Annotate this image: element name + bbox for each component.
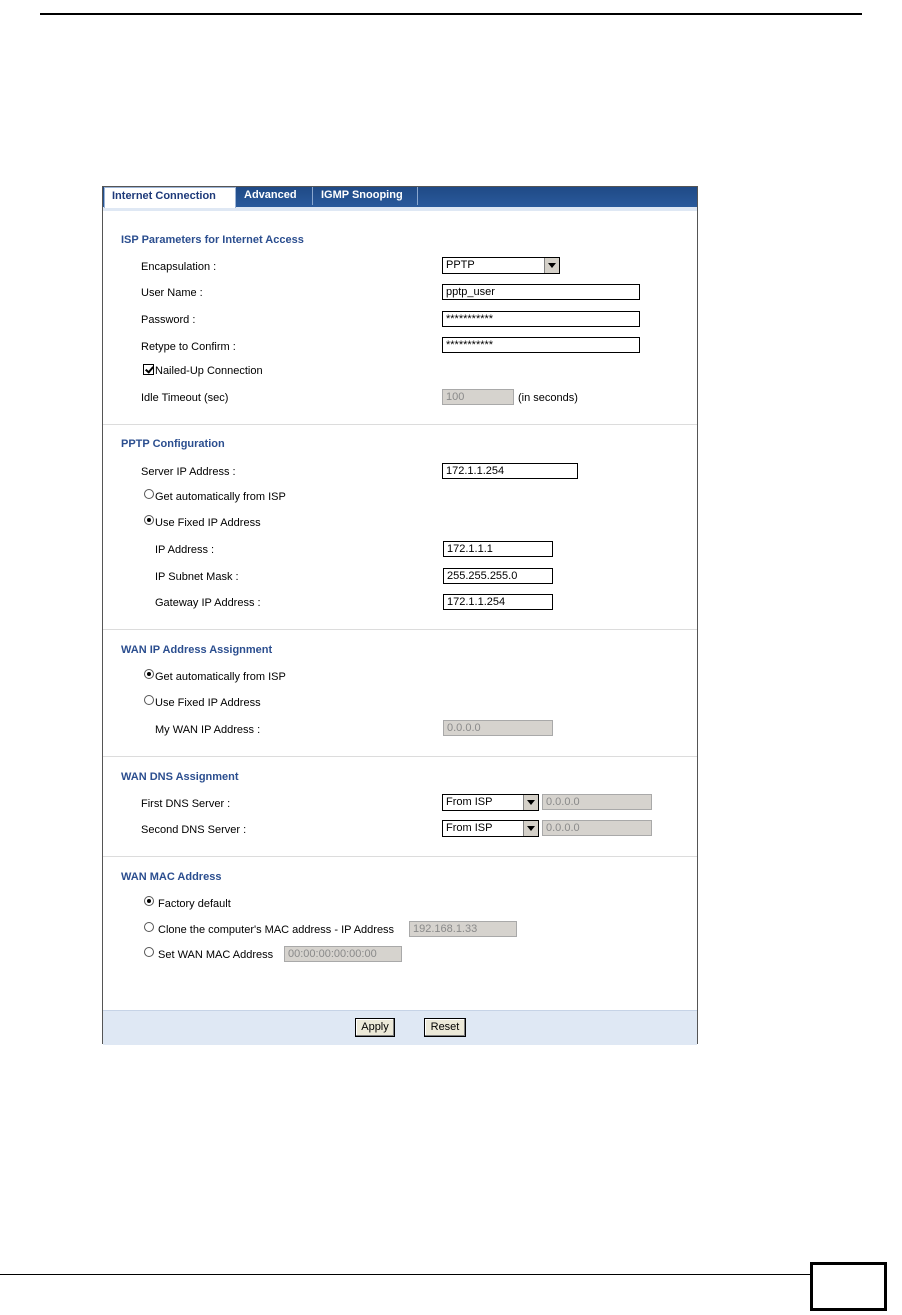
tab-advanced[interactable]: Advanced: [237, 187, 313, 205]
username-input[interactable]: pptp_user: [442, 284, 640, 300]
server-ip-input[interactable]: 172.1.1.254: [442, 463, 578, 479]
retype-label: Retype to Confirm :: [141, 341, 236, 353]
reset-button[interactable]: Reset: [424, 1018, 466, 1037]
pptp-fixed-radio[interactable]: [144, 515, 154, 525]
wan-ip-fixed-label: Use Fixed IP Address: [155, 697, 261, 709]
pptp-mask-label: IP Subnet Mask :: [155, 571, 239, 583]
my-wan-ip-input[interactable]: 0.0.0.0: [443, 720, 553, 736]
server-ip-label: Server IP Address :: [141, 466, 236, 478]
pptp-gateway-label: Gateway IP Address :: [155, 597, 261, 609]
pptp-section-title: PPTP Configuration: [121, 438, 225, 450]
mac-set-label: Set WAN MAC Address: [158, 949, 274, 961]
mac-clone-label: Clone the computer's MAC address - IP Address: [158, 924, 395, 936]
section-divider: [103, 629, 697, 630]
button-bar: [103, 1010, 697, 1045]
mac-set-input[interactable]: 00:00:00:00:00:00: [284, 946, 402, 962]
mac-factory-radio[interactable]: [144, 896, 154, 906]
nailed-up-label: Nailed-Up Connection: [155, 365, 263, 377]
my-wan-ip-label: My WAN IP Address :: [155, 724, 261, 736]
pptp-ip-input[interactable]: 172.1.1.1: [443, 541, 553, 557]
username-label: User Name :: [141, 287, 203, 299]
mac-set-radio[interactable]: [144, 947, 154, 957]
idle-timeout-label: Idle Timeout (sec): [141, 392, 229, 404]
wan-ip-auto-label: Get automatically from ISP: [155, 671, 286, 683]
second-dns-select-value: From ISP: [446, 822, 493, 834]
encapsulation-value: PPTP: [446, 259, 475, 271]
chevron-down-icon[interactable]: [544, 258, 559, 273]
wan-dns-section-title: WAN DNS Assignment: [121, 771, 239, 783]
wan-ip-auto-radio[interactable]: [144, 669, 154, 679]
password-label: Password :: [141, 314, 196, 326]
pptp-fixed-label: Use Fixed IP Address: [155, 517, 261, 529]
password-input[interactable]: ***********: [442, 311, 640, 327]
mac-clone-ip-input[interactable]: 192.168.1.33: [409, 921, 517, 937]
retype-input[interactable]: ***********: [442, 337, 640, 353]
idle-timeout-unit: (in seconds): [518, 392, 578, 404]
second-dns-label: Second DNS Server :: [141, 824, 247, 836]
section-divider: [103, 424, 697, 425]
first-dns-input[interactable]: 0.0.0.0: [542, 794, 652, 810]
mac-clone-radio[interactable]: [144, 922, 154, 932]
page-number-box: [810, 1262, 887, 1311]
page-top-rule: [40, 13, 862, 15]
isp-section-title: ISP Parameters for Internet Access: [121, 234, 304, 246]
first-dns-label: First DNS Server :: [141, 798, 231, 810]
pptp-auto-radio[interactable]: [144, 489, 154, 499]
chevron-down-icon[interactable]: [523, 821, 538, 836]
second-dns-select[interactable]: [442, 820, 539, 837]
encapsulation-label: Encapsulation :: [141, 261, 217, 273]
tab-bar: [103, 187, 697, 211]
tab-internet-connection[interactable]: Internet Connection: [104, 187, 236, 208]
internet-connection-panel: [102, 186, 698, 1044]
second-dns-input[interactable]: 0.0.0.0: [542, 820, 652, 836]
wan-ip-fixed-radio[interactable]: [144, 695, 154, 705]
first-dns-select[interactable]: [442, 794, 539, 811]
apply-button[interactable]: Apply: [355, 1018, 395, 1037]
wan-ip-section-title: WAN IP Address Assignment: [121, 644, 273, 656]
chevron-down-icon[interactable]: [523, 795, 538, 810]
pptp-ip-label: IP Address :: [155, 544, 215, 556]
first-dns-select-value: From ISP: [446, 796, 493, 808]
mac-factory-label: Factory default: [158, 898, 231, 910]
encapsulation-select[interactable]: [442, 257, 560, 274]
section-divider: [103, 756, 697, 757]
section-divider: [103, 856, 697, 857]
tab-igmp-snooping[interactable]: IGMP Snooping: [314, 187, 418, 205]
idle-timeout-input[interactable]: 100: [442, 389, 514, 405]
nailed-up-checkbox[interactable]: [143, 364, 154, 375]
pptp-mask-input[interactable]: 255.255.255.0: [443, 568, 553, 584]
pptp-auto-label: Get automatically from ISP: [155, 491, 286, 503]
page-bottom-rule: [0, 1274, 810, 1275]
pptp-gateway-input[interactable]: 172.1.1.254: [443, 594, 553, 610]
wan-mac-section-title: WAN MAC Address: [121, 871, 222, 883]
